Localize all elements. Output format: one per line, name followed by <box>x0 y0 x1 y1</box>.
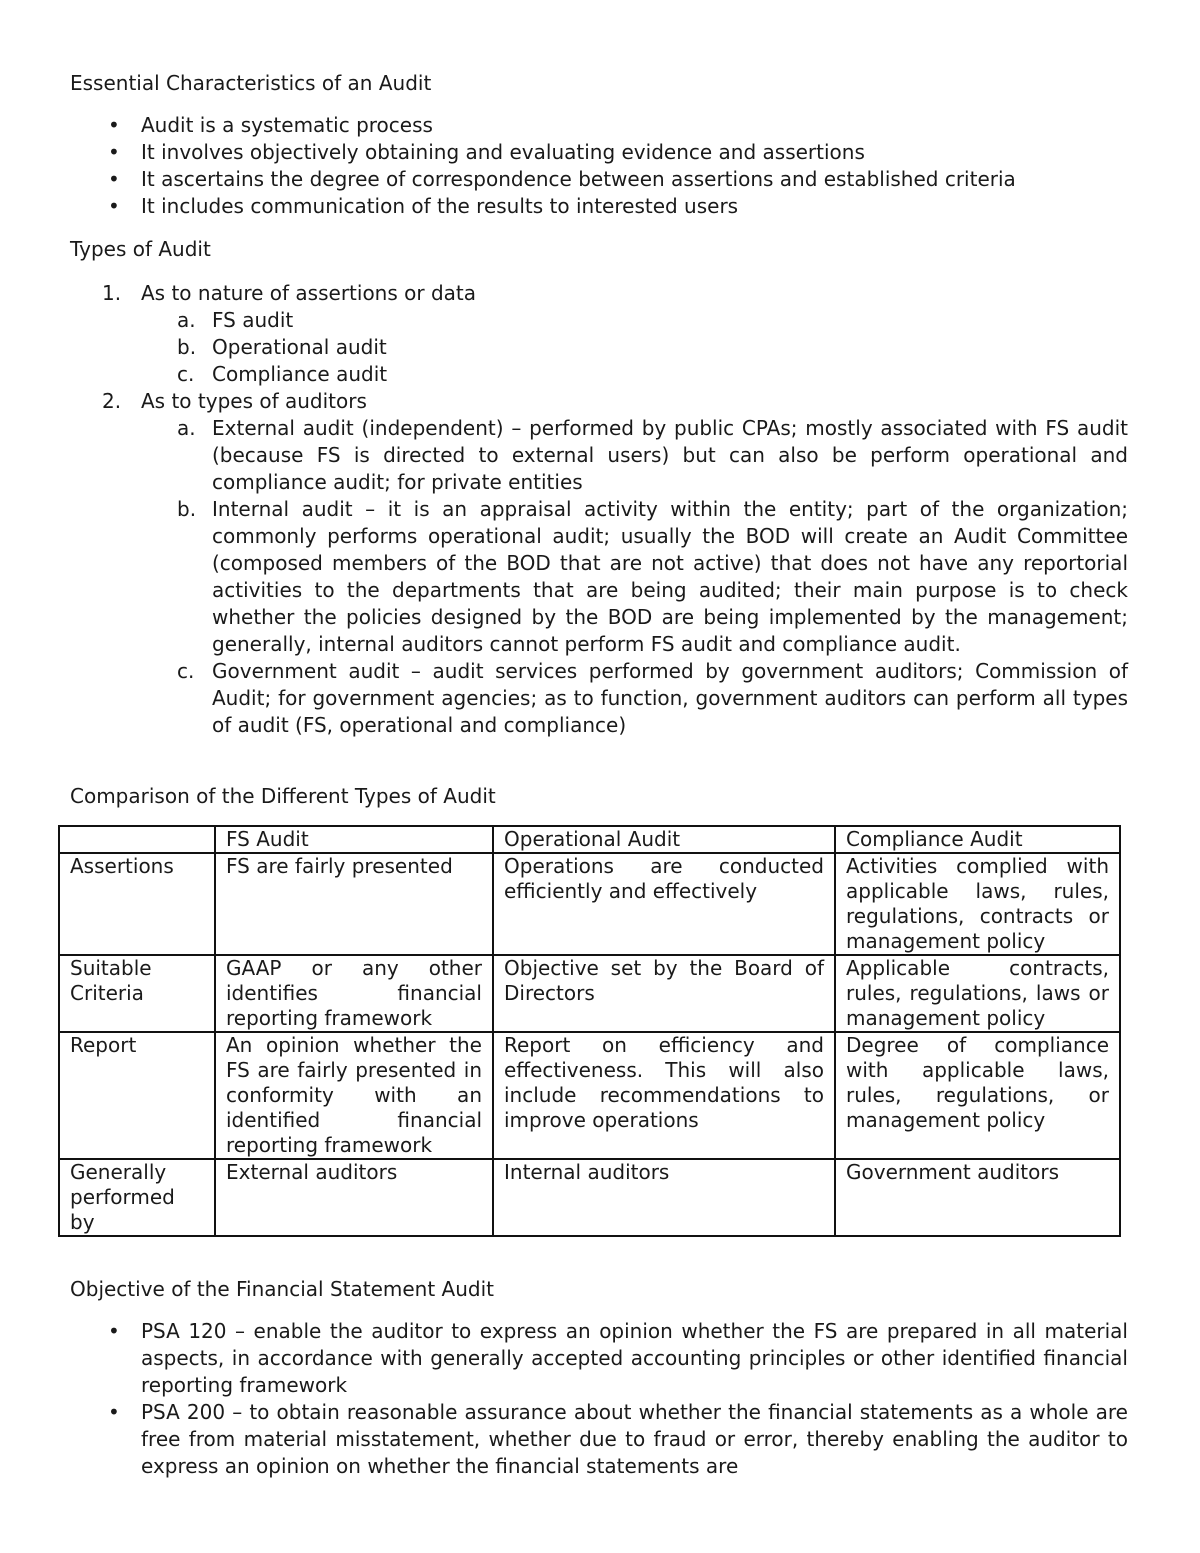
types-list <box>70 280 1128 739</box>
objective-list <box>70 1318 1128 1480</box>
bullet-icon: • <box>108 113 120 137</box>
table-row <box>59 853 1120 955</box>
table-cell: Generally performed by <box>59 1159 215 1236</box>
table-cell: Report on efficiency and effectiveness. This will also include recommendations to improve operations <box>493 1032 835 1159</box>
table-header-cell: FS Audit <box>215 826 493 853</box>
list-item: c. Compliance audit <box>177 362 388 386</box>
list-item: 2. As to types of auditors a. External audit (independent) – performed by public CPAs; mostly associated with FS audit (because FS is directed to external users) but can also be perform operational and compliance audit; for private entities b. Internal audit – it is an appraisal activity within the entity; part of the organization; commonly performs operational audit; usually the BOD will create an Audit Committee (composed members of the BOD that are not active) that does not have any reportorial activities to the departments that are being audited; their main purpose is to check whether the policies designed by the BOD are being implemented by the management; generally, internal auditors cannot perform FS audit and compliance audit. c. Government audit – audit services performed by government auditors; Commission of Audit; for government agencies; as to function, government auditors can perform all types of audit (FS, operational and compliance) <box>102 389 1128 737</box>
table-row <box>59 1159 1120 1236</box>
bullet-icon: • <box>108 167 120 191</box>
list-item: • It ascertains the degree of correspondence between assertions and established criteria <box>108 167 1016 191</box>
list-item: • It includes communication of the results to interested users <box>108 194 739 218</box>
list-item: • It involves objectively obtaining and evaluating evidence and assertions <box>108 140 865 164</box>
list-number: 2. <box>102 389 122 413</box>
table-cell: FS are fairly presented <box>215 853 493 955</box>
list-number: 1. <box>102 281 122 305</box>
sub-list <box>141 415 1128 739</box>
table-row <box>59 955 1120 1032</box>
bullet-icon: • <box>108 140 120 164</box>
table-cell: Suitable Criteria <box>59 955 215 1032</box>
list-item: • Audit is a systematic process <box>108 113 433 137</box>
characteristics-heading: Essential Characteristics of an Audit <box>70 71 432 95</box>
table-cell: Government auditors <box>835 1159 1120 1236</box>
bullet-icon: • <box>108 194 120 218</box>
table-cell: Degree of compliance with applicable laws, rules, regulations, or management policy <box>835 1032 1120 1159</box>
table-header-row <box>59 826 1120 853</box>
list-item: c. Government audit – audit services performed by government auditors; Commission of Audit; for government agencies; as to function, government auditors can perform all types of audit (FS, operational and compliance) <box>177 659 1128 737</box>
list-item: a. FS audit <box>177 308 294 332</box>
table-cell: Applicable contracts, rules, regulations, laws or management policy <box>835 955 1120 1032</box>
table-cell: Report <box>59 1032 215 1159</box>
table-header-cell <box>59 826 215 853</box>
table-cell: Internal auditors <box>493 1159 835 1236</box>
table-cell: External auditors <box>215 1159 493 1236</box>
types-heading: Types of Audit <box>70 237 211 261</box>
list-item: b. Operational audit <box>177 335 387 359</box>
table-cell: Operations are conducted efficiently and effectively <box>493 853 835 955</box>
objective-heading: Objective of the Financial Statement Audit <box>70 1277 494 1301</box>
table-cell: An opinion whether the FS are fairly presented in conformity with an identified financial reporting framework <box>215 1032 493 1159</box>
table-cell: Assertions <box>59 853 215 955</box>
list-item: • PSA 200 – to obtain reasonable assurance about whether the financial statements as a whole are free from material misstatement, whether due to fraud or error, thereby enabling the auditor to express an opinion on whether the financial statements are <box>108 1400 1128 1478</box>
list-item: 1. As to nature of assertions or data a. FS audit b. Operational audit c. Compliance audit <box>70 280 1128 388</box>
comparison-table <box>58 825 1121 1237</box>
table-cell: GAAP or any other identifies financial reporting framework <box>215 955 493 1032</box>
sub-list <box>141 307 1128 388</box>
bullet-icon: • <box>108 1319 120 1343</box>
list-item: b. Internal audit – it is an appraisal activity within the entity; part of the organization; commonly performs operational audit; usually the BOD will create an Audit Committee (composed members of the BOD that are not active) that does not have any reportorial activities to the departments that are being audited; their main purpose is to check whether the policies designed by the BOD are being implemented by the management; generally, internal auditors cannot perform FS audit and compliance audit. <box>177 497 1128 656</box>
characteristics-list <box>70 112 1128 220</box>
table-cell: Objective set by the Board of Directors <box>493 955 835 1032</box>
table-header-cell: Compliance Audit <box>835 826 1120 853</box>
table-cell: Activities complied with applicable laws, rules, regulations, contracts or management policy <box>835 853 1120 955</box>
bullet-icon: • <box>108 1400 120 1424</box>
list-item: • PSA 120 – enable the auditor to express an opinion whether the FS are prepared in all material aspects, in accordance with generally accepted accounting principles or other identified financial reporting framework <box>108 1319 1128 1397</box>
table-header-cell: Operational Audit <box>493 826 835 853</box>
comparison-heading: Comparison of the Different Types of Audit <box>70 784 496 808</box>
table-row <box>59 1032 1120 1159</box>
list-item: a. External audit (independent) – performed by public CPAs; mostly associated with FS audit (because FS is directed to external users) but can also be perform operational and compliance audit; for private entities <box>177 416 1128 494</box>
